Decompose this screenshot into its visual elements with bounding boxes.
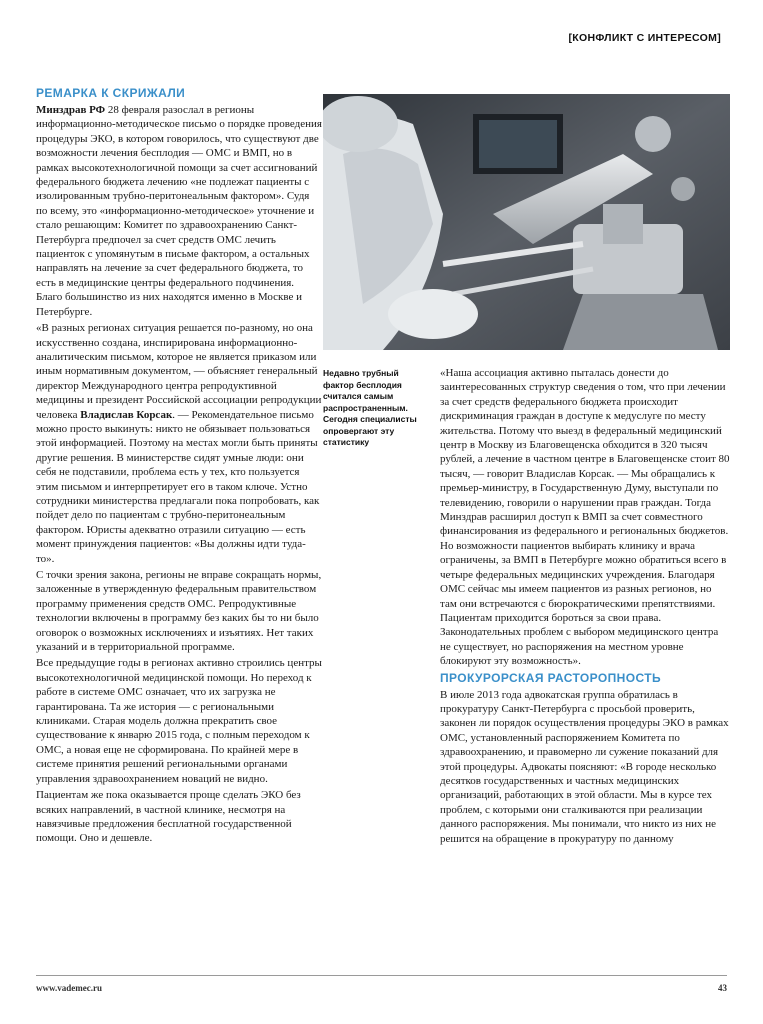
paragraph: Все предыдущие годы в регионах активно строились центры высокотехнологичной медицинской помощи. Но переход к работе в системе ОМС означает, что их загрузка не гарантирована. Та же история — с региональными клиниками. Старая модель должна прекратить свое существование к январю 2015 года, с полным переходом к ОМС, а новая еще не сформирована. По крайней мере в системе принятия решений региональными органами управления здравоохранением новаций не видно. [36, 657, 322, 785]
page-number: 43 [718, 983, 727, 993]
photo-caption: Недавно трубный фактор бесплодия считался самым распространенным. Сегодня специалисты опровергают эту статистику [323, 368, 417, 447]
paragraph: Пациентам же пока оказывается проще сделать ЭКО без всяких направлений, в частной клинике, несмотря на навязчивые предложения бесплатной государственной помощи. Оно и дешевле. [36, 789, 301, 845]
lead-in: Минздрав РФ [36, 104, 106, 116]
section-heading-remarka: РЕМАРКА К СКРИЖАЛИ [36, 86, 186, 100]
paragraph: «В разных регионах ситуация решается по-разному, но она искусственно создана, инспирирована информационно-аналитическим письмом, которое не является приказом или иным нормативным документом, — объясняет генеральный директор Международного центра репродуктивной медицины и президент Российской ассоциации репродукции человека Владислав Корсак. — Рекомендательное письмо можно просто выкинуть: никто не обязывает пользоваться этой информацией. Поэтому на местах могли быть приняты другие решения. В министерстве сидят умные люди: они себя не подставили, проблема есть у тех, кто пользуется этим письмом и интерпретирует его в таком ключе. Устно сотрудники министерства предлагали пока попробовать, как пойдет дело по пациентам с трубно-перитонеальным фактором. Юристы адекватно отразили ситуацию — есть момент принуждения пациентов: «Вы должны идти туда-то». [36, 322, 322, 565]
article-photo-lab-microscope [323, 94, 730, 350]
photo-illustration [323, 94, 730, 350]
footer-divider [36, 975, 727, 976]
section-rubric: [КОНФЛИКТ С ИНТЕРЕСОМ] [568, 32, 721, 44]
section-heading-prokurorskaya: ПРОКУРОРСКАЯ РАСТОРОПНОСТЬ [440, 670, 661, 685]
paragraph: С точки зрения закона, регионы не вправе сокращать нормы, заложенные в утвержденную федеральным правительством программу применения средств ОМС. Репродуктивные технологии включены в программу без каких бы то ни было оговорок о возможных исключениях и изъятиях. Нет таких указаний и в территориальной программе. [36, 569, 322, 654]
paragraph: «Наша ассоциация активно пыталась донести до заинтересованных структур сведения о том, что при лечении за счет средств федерального бюджета происходит дискриминация граждан в доступе к медуслуге по месту жительства. Потому что выезд в федеральный медицинский центр в Москву из Благовещенска обходится в 320 тысяч рублей, а лечение в частном центре в Благовещенске стоит 80 тысяч, — говорит Владислав Корсак. — Мы обращались к премьер-министру, в Государственную Думу, выступали по телевидению, говорили о нарушении прав граждан. Тогда Минздрав расширил доступ к ВМП за счет совместного финансирования из федерального и региональных бюджетов. Но возможности пациентов выбирать клинику и врача ограничены, за ВМП в Петербурге можно обратиться всего в четыре федеральных медицинских учреждения. Благодаря ОМС сейчас мы имеем пациентов из разных регионов, но там они встречаются с бюрократическими препятствиями. Пациентам приходится бороться за свои права. Законодательных проблем с выбором медицинского центра не существует, но распоряжения на местном уровне блокируют эту возможность». [440, 367, 730, 668]
footer-website: www.vademec.ru [36, 983, 102, 993]
right-column [440, 366, 730, 846]
person-name: Владислав Корсак [80, 408, 173, 421]
paragraph: В июле 2013 года адвокатская группа обратилась в прокуратуру Санкт-Петербурга с просьбой проверить, законен ли порядок осуществления процедуры ЭКО в рамках ОМС, установленный распоряжением Комитета по здравоохранению, и правомерно ли сужение показаний для этой процедуры. Адвокаты поясняют: «В городе несколько десятков государственных и частных медицинских организаций, работающих в этой области. Мы в курсе тех проблем, с которыми они сталкиваются при реализации данного распоряжения. Мы понимали, что никто из них не решится на обращение в прокуратуру по данному [440, 688, 729, 845]
left-column [36, 86, 322, 846]
paragraph: Минздрав РФ 28 февраля разослал в регионы информационно-методическое письмо о порядке проведения процедуры ЭКО, в котором говорилось, что существуют две возможности лечения бесплодия — ОМС и ВМП, но в рамках высокотехнологичной помощи за счет ассигнований федерального бюджета лечению «не подлежат пациенты с изолированным трубно-перитонеальным фактором». Судя по всему, это «информационно-методическое» уточнение и стало решающим: Комитет по здравоохранению Санкт-Петербурга предпочел за счет средств ОМС лечить пациенток с упомянутым в письме фактором, а остальных направлять на лечение за счет федерального бюджета, то есть в медицинские центры федерального подчинения. Благо большинство из них находятся именно в Москве и Петербурге. [36, 104, 322, 318]
